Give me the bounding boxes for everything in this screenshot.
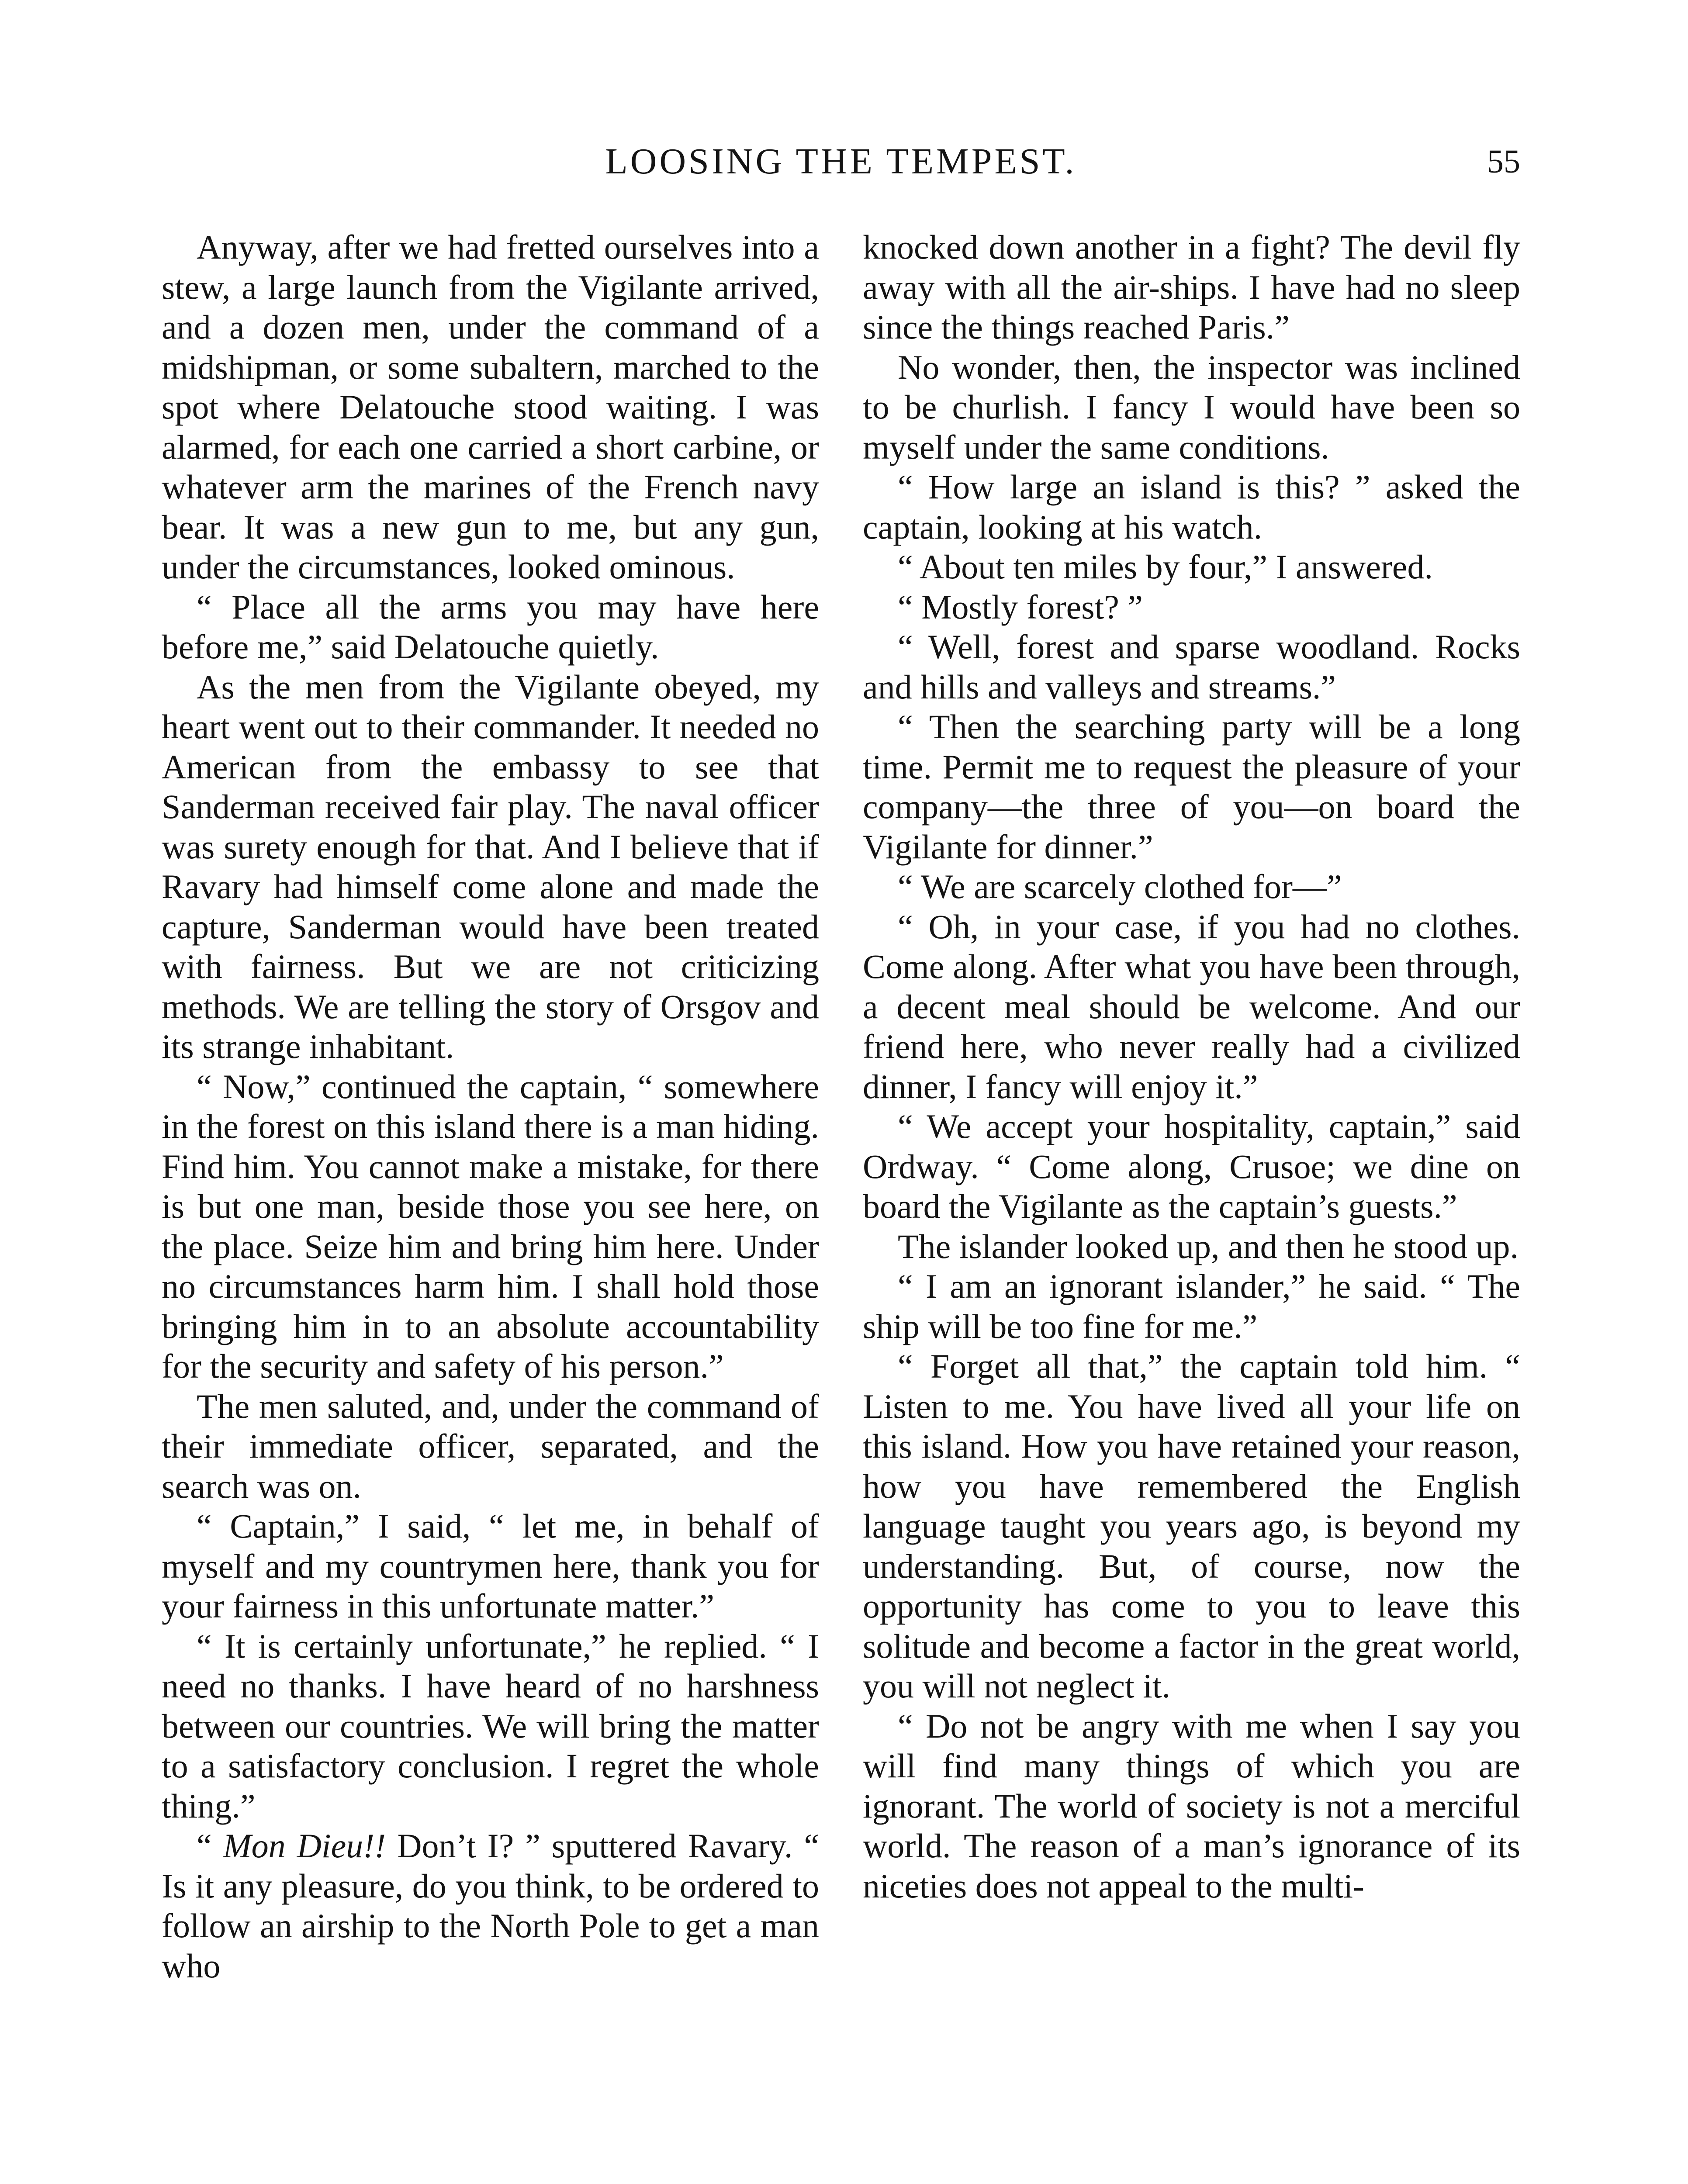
paragraph: “ About ten miles by four,” I answered. xyxy=(898,548,1433,586)
paragraph: “ Then the searching party will be a long time. Permit me to request the pleasure of your company—the three of you—on board the Vigilante for dinner.” xyxy=(863,708,1520,866)
paragraph: “ I am an ignorant islander,” he said. “ The ship will be too fine for me.” xyxy=(863,1267,1520,1345)
paragraph: Anyway, after we had fretted ourselves into a stew, a large launch from the Vigilante arrived, and a dozen men, under the command of a midshipman, or some subaltern, marched to the spot where Delatouche stood waiting. I was alarmed, for each one carried a short carbine, or whatever arm the marines of the French navy bear. It was a new gun to me, but any gun, under the circumstances, looked ominous. xyxy=(162,228,819,586)
paragraph: “ Captain,” I said, “ let me, in behalf of myself and my countrymen here, thank you for your fairness in this unfortunate matter.” xyxy=(162,1507,819,1625)
open-quote: “ xyxy=(197,1827,223,1865)
paragraph: “ Mostly forest? ” xyxy=(898,587,1143,626)
paragraph xyxy=(162,1826,819,1986)
paragraph: “ Place all the arms you may have here before me,” said Delatouche quietly. xyxy=(162,587,819,666)
paragraph: “ It is certainly unfortunate,” he replied. “ I need no thanks. I have heard of no harshness between our countries. We will bring the matter to a satisfactory conclusion. I regret the whole thing.” xyxy=(162,1627,819,1825)
left-column xyxy=(162,227,819,1986)
right-column xyxy=(863,227,1520,1906)
paragraph: “ We are scarcely clothed for—” xyxy=(898,867,1342,905)
paragraph: “ Well, forest and sparse woodland. Rocks and hills and valleys and streams.” xyxy=(863,628,1520,706)
paragraph: “ Now,” continued the captain, “ somewhere in the forest on this island there is a man hiding. Find him. You cannot make a mistake, for there is but one man, beside those you see here, on the place. Seize him and bring him here. Under no circumstances harm him. I shall hold those bringing him in to an absolute accountability for the security and safety of his person.” xyxy=(162,1067,819,1385)
paragraph: “ Forget all that,” the captain told him. “ Listen to me. You have lived all your life on this island. How you have retained your reason, how you have remembered the English language taught you years ago, is beyond my understanding. But, of course, now the opportunity has come to you to leave this solitude and become a factor in the great world, you will not neglect it. xyxy=(863,1347,1520,1705)
paragraph: The men saluted, and, under the command of their immediate officer, separated, and the search was on. xyxy=(162,1387,819,1505)
page-number: 55 xyxy=(1487,143,1520,180)
paragraph: As the men from the Vigilante obeyed, my heart went out to their commander. It needed no American from the embassy to see that Sanderman received fair play. The naval officer was surety enough for that. And I believe that if Ravary had himself come alone and made the capture, Sanderman would have been treated with fairness. But we are not criticizing methods. We are telling the story of Orsgov and its strange inhabitant. xyxy=(162,667,819,1065)
paragraph: No wonder, then, the inspector was inclined to be churlish. I fancy I would have been so myself under the same conditions. xyxy=(863,348,1520,466)
running-head xyxy=(162,135,1520,197)
paragraph: “ How large an island is this? ” asked the captain, looking at his watch. xyxy=(863,468,1520,546)
paragraph: The islander looked up, and then he stood up. xyxy=(898,1227,1519,1265)
chapter-title: LOOSING THE TEMPEST. xyxy=(605,141,1077,182)
italic-exclamation: Mon Dieu!! xyxy=(223,1827,386,1865)
paragraph-text: Don’t I? ” sputtered Ravary. “ Is it any pleasure, do you think, to be ordered to follow an airship to the North Pole to get a man who xyxy=(162,1827,819,1985)
paragraph: “ Oh, in your case, if you had no clothes. Come along. After what you have been through, a decent meal should be welcome. And our friend here, who never really had a civilized dinner, I fancy will enjoy it.” xyxy=(863,907,1520,1106)
paragraph: “ We accept your hospitality, captain,” said Ordway. “ Come along, Crusoe; we dine on board the Vigilante as the captain’s guests.” xyxy=(863,1107,1520,1225)
paragraph-continuation: knocked down another in a fight? The devil fly away with all the air-ships. I have had no sleep since the things reached Paris.” xyxy=(863,228,1520,346)
paragraph: “ Do not be angry with me when I say you will find many things of which you are ignorant. The world of society is not a merciful world. The reason of a man’s ignorance of its niceties does not appeal to the multi- xyxy=(863,1707,1520,1905)
